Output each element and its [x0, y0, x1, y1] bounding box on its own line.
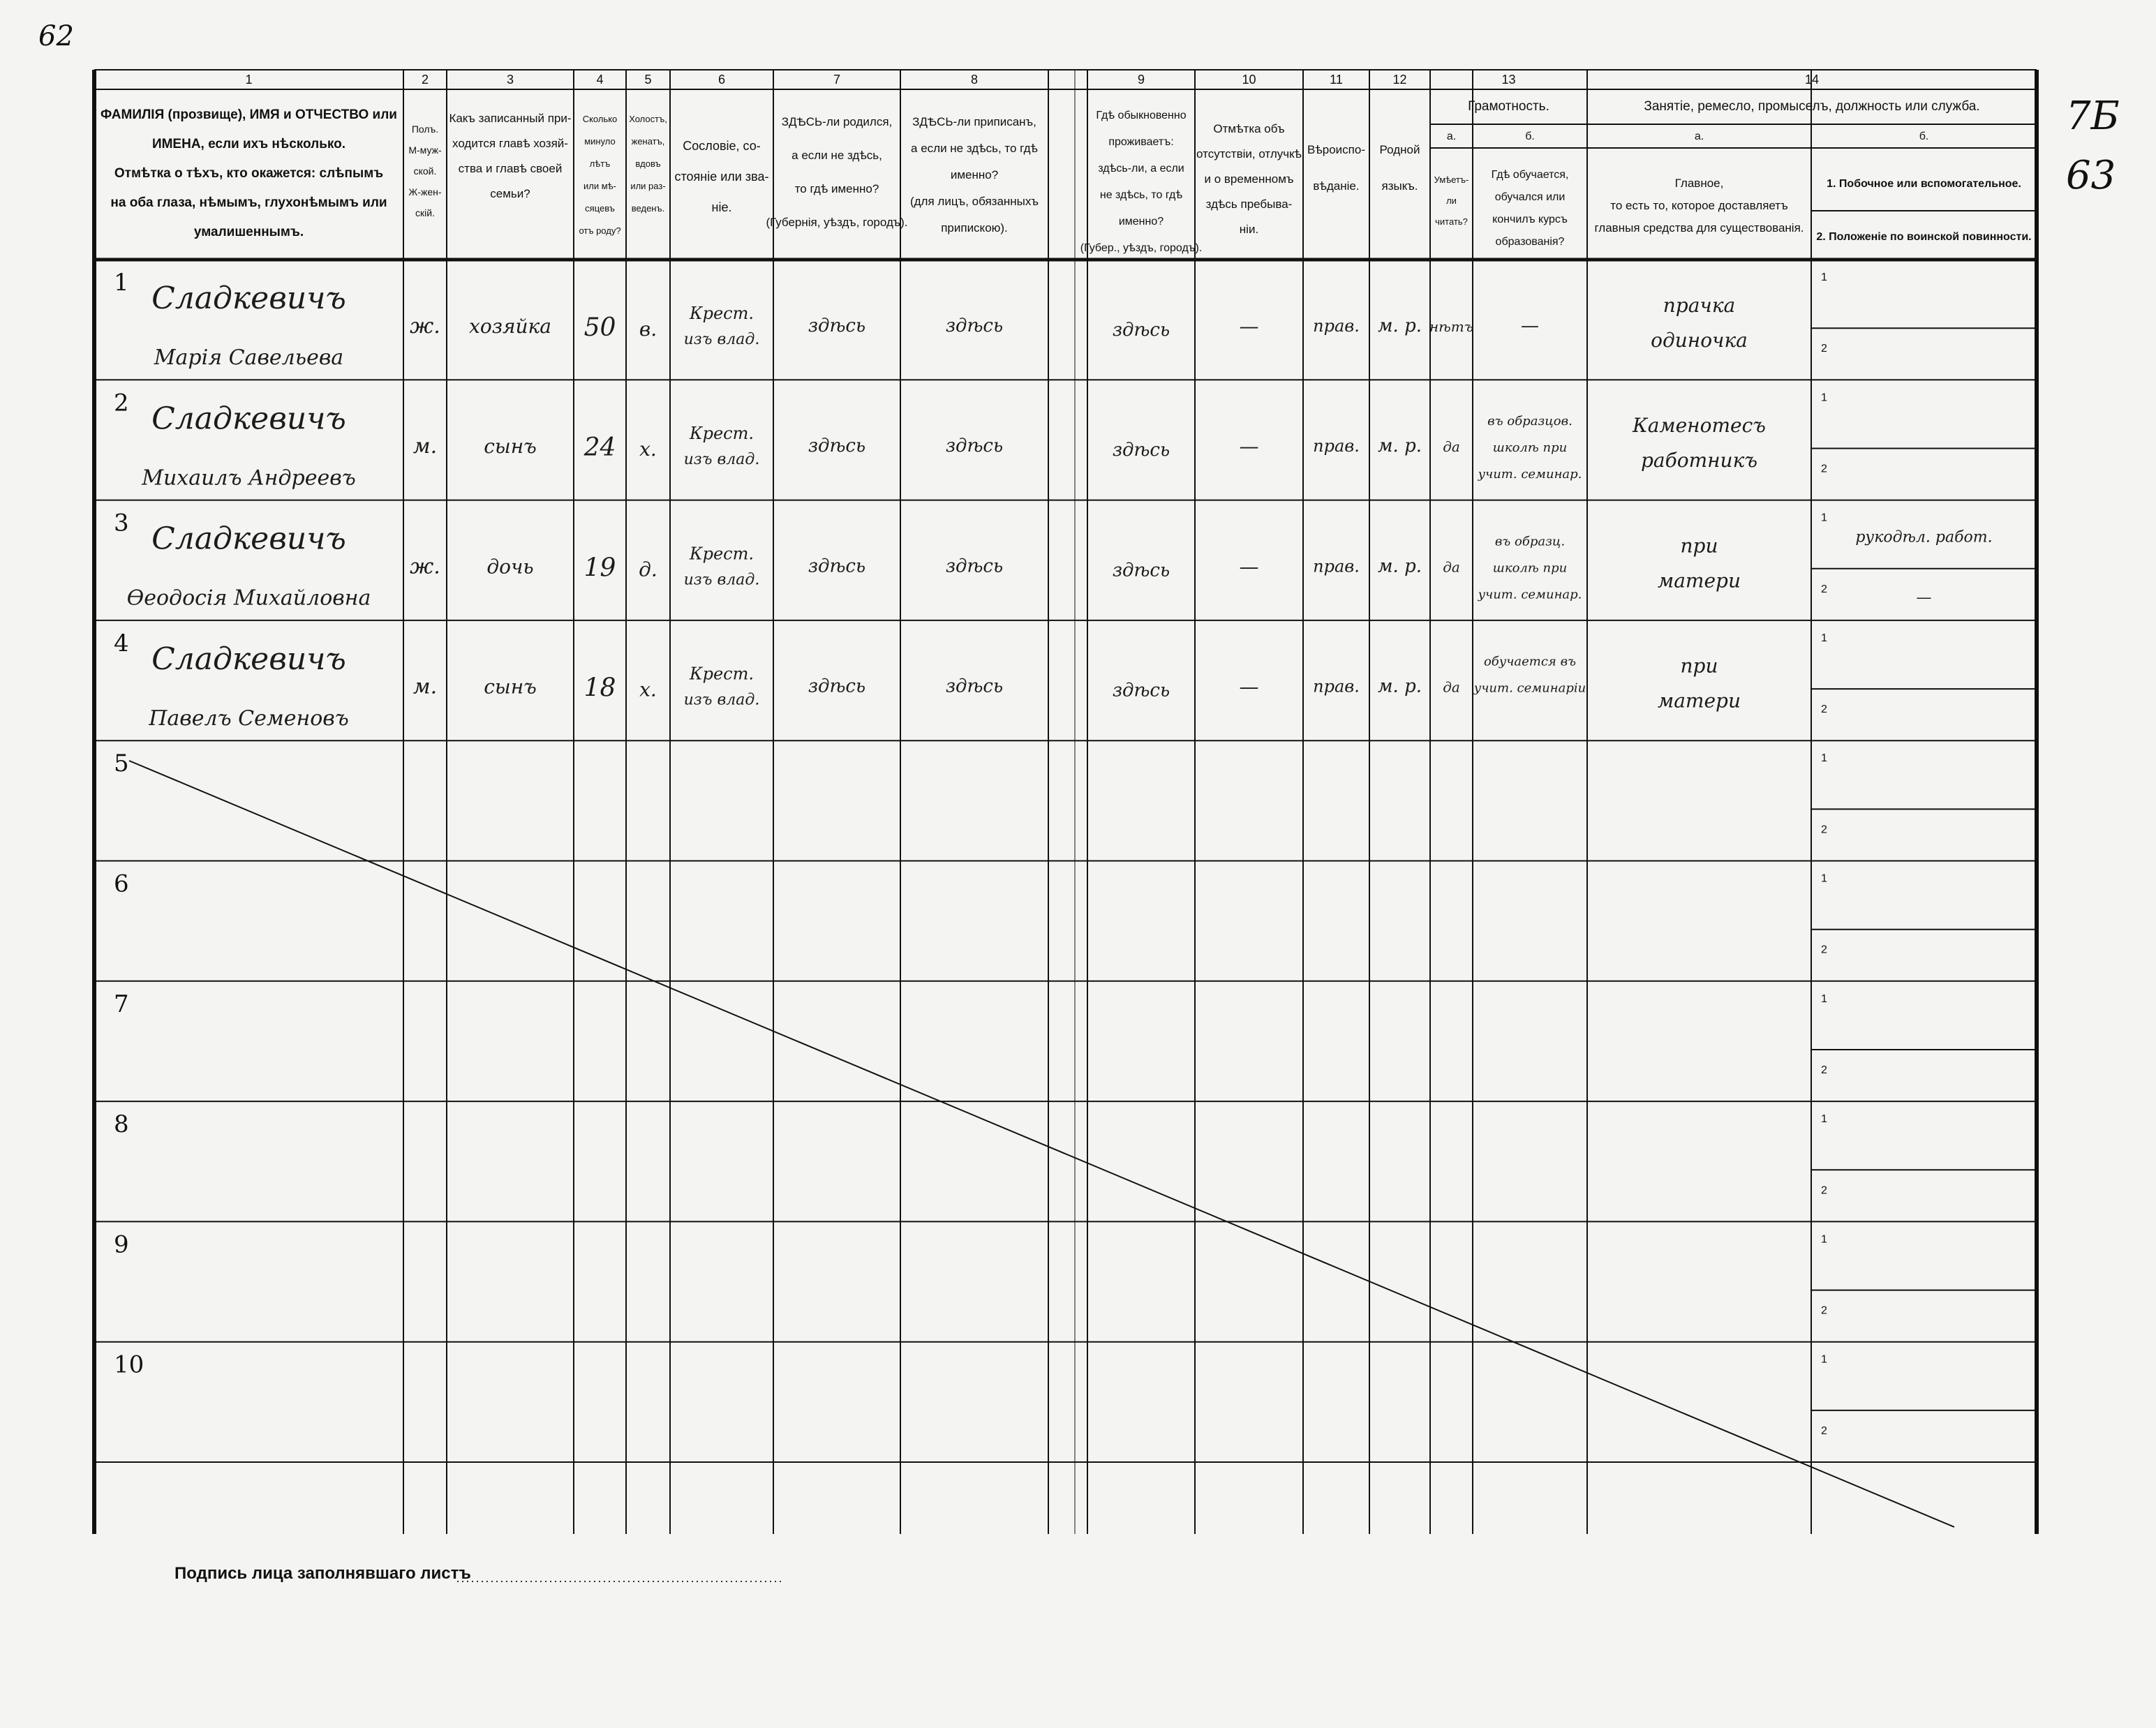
header-surname: ФАМИЛІЯ (прозвище), ИМЯ и ОТЧЕСТВО или — [101, 107, 397, 122]
header-can-read: читать? — [1435, 216, 1468, 227]
person-education: въ образцов. — [1487, 414, 1573, 429]
person-registration: здѣсь — [945, 435, 1004, 457]
row-number: 4 — [114, 629, 129, 657]
person-occupation-cont: работникъ — [1641, 449, 1757, 472]
column-number: 7 — [833, 73, 841, 87]
archive-mark: 7Б — [2066, 94, 2120, 139]
header-birthplace: (Губернія, уѣздъ, городъ). — [766, 216, 908, 229]
sub-row-label: 2 — [1821, 944, 1827, 956]
sub-row-label: 1 — [1821, 992, 1827, 1005]
header-age: или мѣ- — [583, 181, 616, 191]
header-relation: ства и главѣ своей — [458, 162, 563, 175]
header-language: языкъ. — [1381, 179, 1418, 193]
sub-row-label: 1 — [1821, 1113, 1827, 1126]
column-number: 11 — [1330, 73, 1343, 87]
person-name: Марія Савельева — [154, 345, 344, 370]
person-absence: — — [1239, 675, 1259, 699]
person-literate: да — [1443, 678, 1460, 696]
header-education: кончилъ курсъ — [1492, 214, 1568, 225]
person-marital: х. — [639, 438, 657, 461]
person-estate-cont: изъ влад. — [683, 330, 760, 348]
row-number: 6 — [114, 870, 129, 898]
sub-row-label: 2 — [1821, 1184, 1827, 1197]
person-literate: да — [1443, 558, 1460, 576]
person-relation: хозяйка — [469, 314, 551, 338]
header-language: Родной — [1379, 143, 1420, 156]
person-birthplace: здѣсь — [808, 556, 866, 577]
row-number: 7 — [114, 990, 129, 1018]
header-registration: припискою). — [941, 221, 1008, 234]
header-registration: а если не здѣсь, то гдѣ — [911, 142, 1038, 155]
person-occupation-cont: матери — [1658, 569, 1741, 593]
column-number: 2 — [421, 73, 429, 87]
header-sex: Ж-жен- — [408, 186, 442, 198]
person-birthplace: здѣсь — [808, 435, 866, 457]
person-absence: — — [1239, 555, 1259, 579]
sub-row-label: 2 — [1821, 824, 1827, 836]
header-occupation: Занятіе, ремесло, промыселъ, должность или служба. — [1644, 99, 1980, 114]
row-number: 10 — [114, 1350, 144, 1379]
person-occupation-cont: одиночка — [1651, 328, 1748, 352]
column-number: 3 — [506, 73, 514, 87]
person-education: — — [1521, 315, 1539, 336]
person-absence: — — [1239, 314, 1259, 338]
sub-row-label: 2 — [1821, 1304, 1827, 1317]
person-marital: х. — [639, 678, 657, 701]
header-estate: стояніе или зва- — [674, 170, 769, 184]
row-number: 9 — [114, 1230, 129, 1259]
header-sex: ской. — [413, 165, 437, 177]
header-birthplace: а если не здѣсь, — [791, 149, 882, 162]
header-sex: скій. — [415, 207, 435, 218]
header-absence: ніи. — [1239, 223, 1259, 236]
sub-row-label: 2 — [1821, 703, 1827, 716]
header-residence: здѣсь-ли, а если — [1098, 163, 1184, 174]
header-absence: Отмѣтка объ — [1213, 122, 1285, 135]
person-estate-cont: изъ влад. — [683, 571, 760, 589]
person-education: въ образц. — [1494, 534, 1566, 549]
person-occupation: при — [1680, 534, 1718, 558]
column-number: 14 — [1804, 73, 1820, 87]
person-name: Михаилъ Андреевъ — [142, 465, 356, 491]
sub-row-label: 1 — [1821, 392, 1827, 404]
person-language: м. р. — [1378, 315, 1422, 336]
sub-row-label: 2 — [1821, 583, 1827, 595]
sub-row-label: 1 — [1821, 632, 1827, 644]
person-occupation: Каменотесъ — [1633, 414, 1766, 438]
form-text — [38, 20, 2120, 1583]
row-number: 2 — [114, 389, 129, 417]
person-birthplace: здѣсь — [808, 676, 866, 697]
header-literacy-a: а. — [1446, 131, 1457, 142]
header-main-occupation: главныя средства для существованія. — [1594, 221, 1804, 234]
header-marital: или раз- — [630, 181, 666, 191]
page-number: 63 — [2066, 153, 2116, 198]
person-age: 19 — [583, 553, 616, 583]
column-number: 6 — [718, 73, 726, 87]
person-education-cont: учит. семинаріи — [1473, 680, 1586, 696]
sub-row-label: 1 — [1821, 872, 1827, 885]
header-estate: Сословіе, со- — [683, 139, 761, 153]
person-name: Ѳеодосія Михайловна — [126, 586, 371, 611]
header-literacy: Грамотность. — [1468, 99, 1549, 114]
header-marital: вдовъ — [635, 158, 661, 169]
sub-row-label: 2 — [1821, 1064, 1827, 1077]
sub-row-label: 2 — [1821, 1424, 1827, 1437]
person-sex: м. — [412, 434, 438, 459]
header-residence: (Губер., уѣздъ, городъ). — [1080, 242, 1203, 254]
person-residence: здѣсь — [1112, 319, 1170, 341]
header-education: обучался или — [1494, 191, 1566, 203]
person-marital: в. — [639, 317, 657, 341]
header-age: отъ роду? — [579, 225, 621, 236]
person-literate: да — [1443, 438, 1460, 456]
header-relation: Какъ записанный при- — [449, 112, 572, 125]
header-relation: семьи? — [490, 187, 530, 200]
person-estate: Крест. — [690, 303, 754, 323]
header-side-occupation: 1. Побочное или вспомогательное. — [1827, 178, 2021, 190]
sub-row-label: 1 — [1821, 512, 1827, 524]
header-occupation-a: а. — [1694, 131, 1704, 142]
person-education-cont: школѣ при — [1492, 440, 1568, 456]
header-literacy-b: б. — [1525, 131, 1535, 142]
person-age: 50 — [583, 313, 616, 342]
header-main-occupation: Главное, — [1674, 177, 1724, 190]
header-residence: именно? — [1118, 216, 1164, 228]
header-religion: вѣданіе. — [1313, 179, 1360, 193]
header-surname: умалишеннымъ. — [193, 225, 304, 239]
header-birthplace: то гдѣ именно? — [794, 182, 879, 195]
person-estate-cont: изъ влад. — [683, 691, 760, 709]
person-literate: нѣтъ — [1429, 318, 1474, 335]
header-registration: ЗДѢСЬ-ли приписанъ, — [912, 115, 1036, 128]
signature-label: Подпись лица заполнявшаго листъ — [174, 1564, 471, 1583]
person-registration: здѣсь — [945, 315, 1004, 336]
column-number: 9 — [1137, 73, 1145, 87]
header-surname: Отмѣтка о тѣхъ, кто окажется: слѣпымъ — [114, 166, 384, 181]
header-can-read: Умѣетъ- — [1434, 174, 1469, 185]
person-side-occupation: рукодѣл. работ. — [1855, 528, 1993, 546]
header-birthplace: ЗДѢСЬ-ли родился, — [781, 115, 893, 128]
corner-number: 62 — [38, 20, 74, 52]
column-number: 10 — [1242, 73, 1256, 87]
header-residence: не здѣсь, то гдѣ — [1099, 189, 1183, 201]
row-number: 8 — [114, 1110, 129, 1139]
header-relation: ходится главѣ хозяй- — [452, 137, 568, 150]
column-number: 12 — [1392, 73, 1407, 87]
sub-row-label: 2 — [1821, 463, 1827, 475]
person-marital: д. — [639, 558, 657, 581]
person-relation: дочь — [486, 555, 534, 579]
sub-row-label: 1 — [1821, 752, 1827, 765]
header-absence: здѣсь пребыва- — [1205, 198, 1293, 211]
sub-row-label: 2 — [1821, 343, 1827, 355]
header-marital: женатъ, — [631, 136, 665, 147]
header-surname: ИМЕНА, если ихъ нѣсколько. — [151, 137, 346, 151]
header-estate: ніе. — [711, 200, 732, 214]
person-relation: сынъ — [484, 675, 537, 699]
header-marital: Холостъ, — [629, 114, 667, 124]
sub-row-label: 1 — [1821, 1353, 1827, 1366]
person-language: м. р. — [1378, 556, 1422, 577]
header-registration: (для лицъ, обязанныхъ — [909, 195, 1039, 208]
header-residence: проживаетъ: — [1108, 136, 1174, 148]
person-birthplace: здѣсь — [808, 315, 866, 336]
person-estate-cont: изъ влад. — [683, 451, 760, 469]
column-number: 1 — [245, 73, 253, 87]
person-occupation-cont: матери — [1658, 689, 1741, 713]
person-education-cont: школѣ при — [1492, 560, 1568, 576]
person-absence: — — [1239, 435, 1259, 459]
person-education: обучается въ — [1483, 654, 1577, 669]
header-registration: именно? — [950, 168, 999, 181]
person-sex: ж. — [410, 554, 440, 579]
person-age: 18 — [583, 673, 616, 703]
row-number: 5 — [114, 750, 129, 778]
person-name: Павелъ Семеновъ — [149, 706, 349, 731]
person-registration: здѣсь — [945, 676, 1004, 697]
row-number: 3 — [114, 509, 129, 537]
column-number: 5 — [644, 73, 652, 87]
header-age: Сколько — [582, 114, 618, 124]
header-absence: и о временномъ — [1204, 172, 1294, 186]
person-estate: Крест. — [690, 664, 754, 684]
header-age: сяцевъ — [585, 203, 615, 214]
header-surname: на оба глаза, нѣмымъ, глухонѣмымъ или — [110, 195, 387, 210]
person-age: 24 — [583, 433, 616, 463]
form-grid — [94, 70, 2037, 1581]
sub-row-label: 1 — [1821, 271, 1827, 283]
header-religion: Вѣроиспо- — [1307, 143, 1365, 156]
person-surname: Сладкевичъ — [151, 401, 346, 437]
person-estate: Крест. — [690, 544, 754, 564]
header-age: минуло — [584, 136, 616, 147]
header-military: 2. Положеніе по воинской повинности. — [1816, 231, 2032, 243]
header-occupation-b: б. — [1919, 131, 1929, 142]
header-age: лѣтъ — [589, 158, 611, 169]
column-number: 13 — [1501, 73, 1516, 87]
person-residence: здѣсь — [1112, 560, 1170, 581]
person-registration: здѣсь — [945, 556, 1004, 577]
person-education-cont: учит. семинар. — [1478, 587, 1582, 602]
column-number: 8 — [970, 73, 979, 87]
header-sex: М-муж- — [408, 144, 442, 156]
person-education-cont: учит. семинар. — [1478, 467, 1582, 482]
person-military: — — [1916, 588, 1932, 606]
header-can-read: ли — [1446, 195, 1457, 206]
person-sex: м. — [412, 674, 438, 699]
header-marital: веденъ. — [631, 203, 665, 214]
person-estate: Крест. — [690, 424, 754, 444]
person-occupation: прачка — [1663, 293, 1736, 317]
person-residence: здѣсь — [1112, 680, 1170, 701]
header-absence: отсутствіи, отлучкѣ — [1196, 147, 1302, 161]
person-religion: прав. — [1313, 315, 1360, 336]
header-sex: Полъ. — [411, 124, 439, 135]
person-language: м. р. — [1378, 435, 1422, 457]
person-surname: Сладкевичъ — [151, 641, 346, 677]
person-religion: прав. — [1313, 676, 1360, 697]
row-number: 1 — [114, 269, 129, 297]
person-surname: Сладкевичъ — [151, 281, 346, 316]
person-occupation: при — [1680, 654, 1718, 678]
column-number: 4 — [596, 73, 604, 87]
person-language: м. р. — [1378, 676, 1422, 697]
header-education: образованія? — [1495, 236, 1565, 248]
person-residence: здѣсь — [1112, 440, 1170, 461]
person-religion: прав. — [1313, 436, 1360, 456]
person-sex: ж. — [410, 313, 440, 338]
header-main-occupation: то есть то, которое доставляетъ — [1610, 199, 1788, 212]
person-religion: прав. — [1313, 556, 1360, 576]
person-surname: Сладкевичъ — [151, 521, 346, 557]
sub-row-label: 1 — [1821, 1233, 1827, 1246]
person-relation: сынъ — [484, 435, 537, 459]
header-education: Гдѣ обучается, — [1491, 169, 1569, 181]
header-residence: Гдѣ обыкновенно — [1096, 110, 1187, 121]
